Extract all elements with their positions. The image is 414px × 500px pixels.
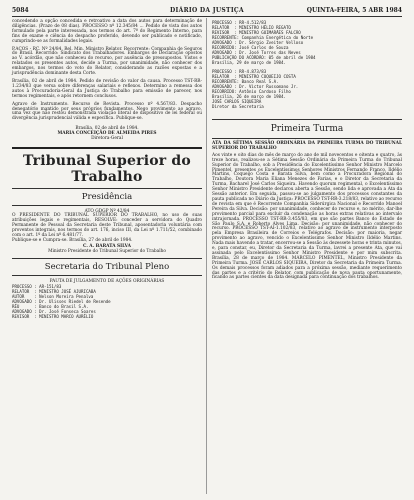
tribunal-top-rule: [12, 147, 202, 149]
secretaria-bottom-rule: [12, 275, 202, 276]
right-top-block: PROCESSO : RR-4.512/83 RELATOR : MINISTRO HÉLIO REGATO REVISOR : MINISTRO GUIMARÃES FALCÃO RECORRENTE: Companhia Energética do Norte ADVOGADO : Dr. Sérgio Zveiter Velloso RECORRIDO: José Carlos de Souza ADVOGADO : Dr. José Torres das Neves PUBLICAÇÃO DO ACÓRDÃO: 05 de abril de 1984 Brasília, 29 de março de 1984.: [212, 20, 316, 65]
ato-signature-name: C. A. BARATA SILVA: [82, 243, 132, 249]
block-three-text: Agravo de Instrumento. Recurso de Revista. Processo nº 4.567/83. Despacho denegatório mantido por seus próprios fundamentos. Nego provimento ao agravo, uma vez que não restou demonstrada violação literal de dispositivo de lei federal ou divergência jurisprudencial válida e específica. Publique-se.: [12, 101, 202, 122]
turma-text: Aos vinte e oito dias do mês de março do ano de mil novecentos e oitenta e quatro, às treze horas, realizou-se a Sétima Sessão Ordinária da Primeira Turma do Tribunal Superior do Trabalho, sob a Presidência do Excelentíssimo Senhor Ministro Marcelo Pimentel, presentes os Excelentíssimos Senhores Ministros Fernando Franco, Ildélio Martins, Coqueijo Costa e Barata Silva, bem como a Procuradora Regional do Trabalho, Doutora Maria Eliana Menezes de Farias, e o Diretor da Secretaria da Turma, Bacharel José Carlos Siqueira. Havendo quorum regimental, o Excelentíssimo Senhor Ministro Presidente declarou aberta a Sessão, sendo lida e aprovada a Ata da Sessão anterior. Em seguida, passou-se ao julgamento dos processos constantes da pauta publicada no Diário da Justiça: PROCESSO TST-RR-3.218/83, relativo ao recurso de revista em que é Recorrente Companhia Siderúrgica Nacional e Recorrido Manoel Pereira da Silva. Decisão: por unanimidade, conhecer do recurso e, no mérito, dar-lhe provimento parcial para excluir da condenação as horas extras relativas ao intervalo intrajornada. PROCESSO TST-RR-3.455/83, em que são partes Banco do Estado de São Paulo S.A. e Roberto Alves Lima. Decisão: por unanimidade, não conhecer do recurso. PROCESSO TST-AI-1.102/83, relativo ao agravo de instrumento interposto pela Empresa Brasileira de Correios e Telégrafos. Decisão: por maioria, negar provimento ao agravo, vencido o Excelentíssimo Senhor Ministro Ildélio Martins. Nada mais havendo a tratar, encerrou-se a Sessão às dezessete horas e trinta minutos, e, para constar, eu, Diretor da Secretaria da Turma, lavrei a presente Ata, que vai assinada pelo Excelentíssimo Senhor Ministro Presidente e por mim subscrita. Brasília, 28 de março de 1984. MARCELO PIMENTEL, Ministro Presidente da Primeira Turma. JOSÉ CARLOS SIQUEIRA, Diretor da Secretaria da Primeira Turma. Os demais processos foram adiados para a próxima sessão, mediante requerimento das partes e a critério do Relator, com publicação de nova pauta oportunamente, ficando as partes cientes da data designada para continuação dos trabalhos.: [212, 152, 402, 281]
tribunal-title: Tribunal Superior do Trabalho: [23, 153, 191, 186]
signature-role: Diretora-Geral: [91, 136, 123, 142]
header-rule: [12, 16, 402, 17]
presidencia-rule: [12, 205, 202, 206]
turma-top-rule: [212, 119, 402, 120]
turma-bottom-rule: [212, 138, 402, 139]
secretaria-top-rule: [12, 258, 202, 259]
block-one-text: P.ACOS - RC. Nº 24/84. Rel. Min. Ministro Relator. Recorrente: Companhia de Seguros do Brasil. Recorrido: Sindicato dos Trabalhadores. Embargos de Declaração opostos ao V. acórdão, que não conheceu do recurso, por ausência de pressupostos. Vistos e relatados os presentes autos, decide a Turma, por unanimidade, não conhecer dos embargos, nos termos do voto do Relator, considerando as razões expostas e a jurisprudência dominante desta Corte.: [12, 46, 202, 77]
column-divider: [206, 18, 207, 494]
signature-name: MARIA CONCEIÇÃO DE ALMEIDA PIRES: [57, 131, 157, 137]
tribunal-bottom-rule: [12, 188, 202, 189]
pauta-items: PROCESSO : AR-151/83 RELATOR : MINISTRO JOSÉ AJURICABA AUTOR : Nelson Moreira Penalva ADVOGADO : Dr. Ulisses Riedel de Resende RÉU : Banco do Brasil S.A. ADVOGADO : Dr. José Fonseca Soares REVISOR : MINISTRO MARCO AURÉLIO: [12, 283, 111, 319]
block-two-text: Brasília, 02 de abril de 1984. Pedido de revisão do valor da causa. Processo TST-RR-1.234/83 que versa sobre diferenças salariais e reflexos. Determino a remessa dos autos à Procuradoria-Geral da Justiça do Trabalho para emissão de parecer, nos termos regimentais, e após retornem conclusos.: [12, 78, 202, 99]
right-second-block: PROCESSO : RR-4.873/83 RELATOR : MINISTRO COQUEIJO COSTA RECORRENTE: Banco Real S.A. ADVOGADO : Dr. Victor Russomano Jr. RECORRIDO: Antônio Cardoso Filho Brasília, 26 de março de 1984. JOSÉ CARLOS SIQUEIRA Diretor da Secretaria: [212, 69, 299, 109]
turma-intro: ATA DA SÉTIMA SESSÃO ORDINÁRIA DA PRIMEIRA TURMA DO TRIBUNAL SUPERIOR DO TRABALHO: [212, 141, 402, 151]
intro-text: concedendo a opção concedida e retroativo a data dos autos para determinação de diligências. (Prazo de 08 dias). PROCESSO nº 12.345/84 ... Pedido de vista dos autos formulado pela parte interessada, nos termos do art. 7º do Regimento Interno, para fins de exame e ciência do despacho proferido, devendo ser publicado e notificado, cumprindo-se as formalidades legais.: [12, 19, 202, 44]
pauta-heading: PAUTA DE JULGAMENTO DE AÇÕES ORIGINÁRIAS: [49, 278, 165, 284]
left-column: [12, 20, 202, 494]
page-header: [12, 6, 402, 16]
publication-date: QUINTA-FEIRA, 5 ABR 1984: [306, 7, 402, 14]
right-column: [212, 20, 402, 494]
ato-place: Publique-se e Cumpra-se. Brasília, 27 de abril de 1984.: [12, 237, 133, 243]
signature-place: Brasília, 02 de abril de 1984.: [75, 126, 139, 132]
secretaria-title: Secretaria do Tribunal Pleno: [44, 261, 170, 272]
presidencia-title: Presidência: [81, 192, 133, 203]
turma-title: Primeira Turma: [270, 124, 344, 134]
ato-signature-role: Ministro Presidente do Tribunal Superior do Trabalho: [48, 248, 166, 254]
ato-heading: ATO GDGP Nº 42/84: [84, 209, 130, 215]
ato-text: O PRESIDENTE DO TRIBUNAL SUPERIOR DO TRABALHO, no uso de suas atribuições legais e regimentais, RESOLVE: conceder a servidora do Quadro Permanente de Pessoal da Secretaria deste Tribunal, aposentadoria voluntária com proventos integrais, nos termos do art. 176, inciso III, da Lei nº 1.711/52, combinado com o art. 1º da Lei nº 6.481/77.: [12, 213, 202, 238]
page-number: 5084: [12, 7, 29, 14]
publication-name: DIÁRIO DA JUSTIÇA: [170, 7, 244, 14]
